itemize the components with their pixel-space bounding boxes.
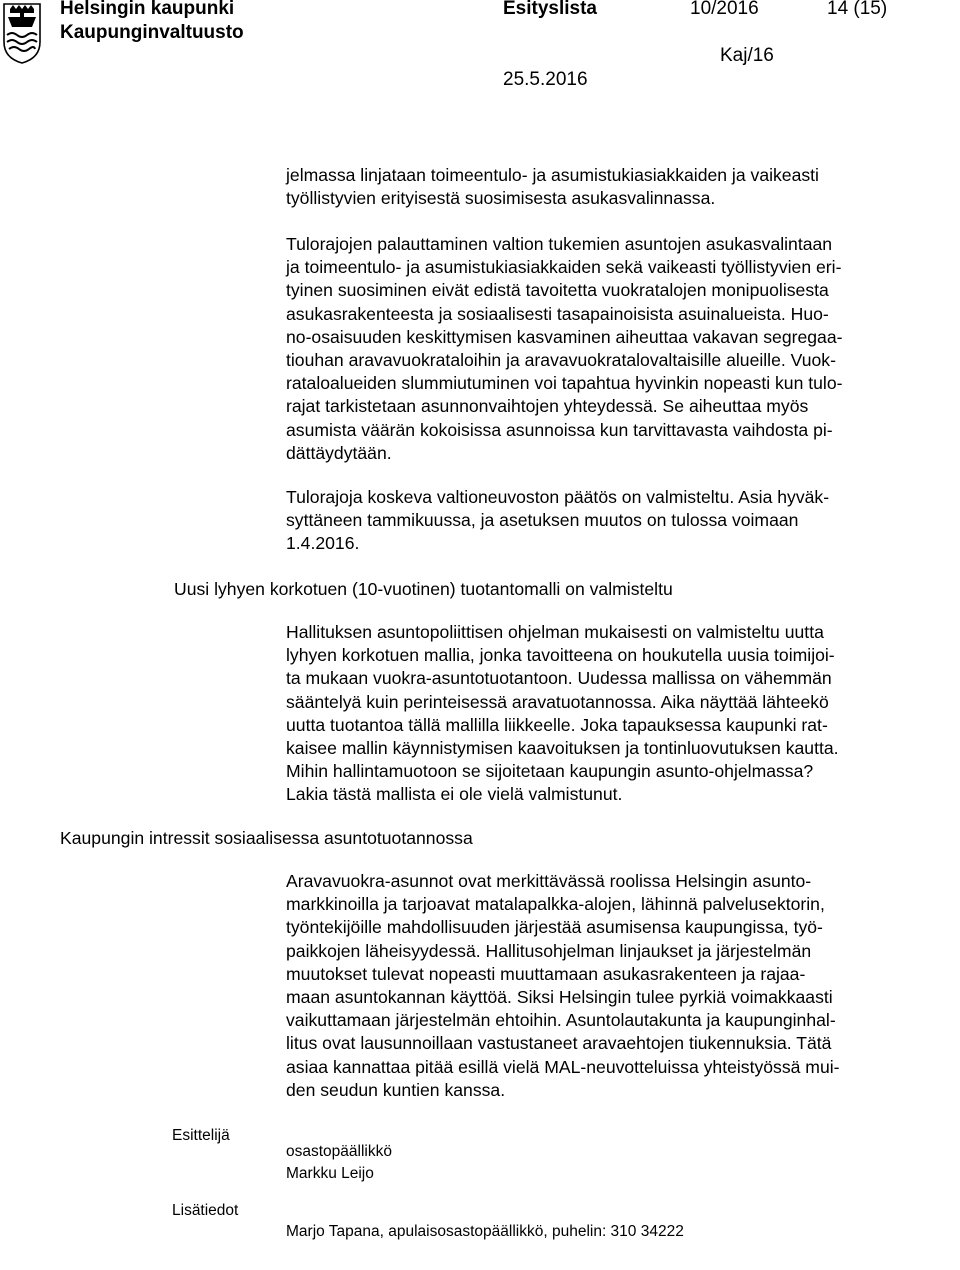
- text-line: paikkojen läheisyydessä. Hallitusohjelman linjaukset ja järjestelmän: [286, 940, 812, 961]
- text-line: työllistyvien erityisestä suosimisesta asukasvalinnassa.: [286, 188, 716, 209]
- text-line: muutokset tulevat nopeasti muuttamaan asukasrakenteen ja rajaa-: [286, 963, 806, 984]
- text-line: dättäydytään.: [286, 442, 392, 463]
- case-code: Kaj/16: [720, 45, 774, 66]
- text-line: vaikuttamaan järjestelmän ehtoihin. Asuntolautakunta ja kaupunginhal-: [286, 1010, 836, 1031]
- paragraph-5: [286, 870, 840, 1102]
- section-heading-production-model: Uusi lyhyen korkotuen (10-vuotinen) tuotantomalli on valmisteltu: [174, 579, 673, 599]
- text-line: asiaa kannattaa pitää esillä vielä MAL-neuvotteluissa yhteistyössä mui-: [286, 1056, 840, 1077]
- text-line: työntekijöille mahdollisuuden järjestää asumisensa kaupungissa, työ-: [286, 917, 823, 938]
- doc-number: 10/2016: [690, 0, 759, 19]
- section-heading-city-interests: Kaupungin intressit sosiaalisessa asuntotuotannossa: [60, 828, 473, 848]
- text-line: syttäneen tammikuussa, ja asetuksen muutos on tulossa voimaan: [286, 510, 799, 531]
- helsinki-crest-logo: [2, 0, 42, 64]
- presenter-label: Esittelijä: [172, 1127, 230, 1144]
- text-line: Mihin hallintamuotoon se sijoitetaan kaupungin asunto-ohjelmassa?: [286, 761, 814, 782]
- text-line: ja toimeentulo- ja asumistukiasiakkaiden sekä vaikeasti työllistyvien eri-: [286, 257, 842, 278]
- meeting-date: 25.5.2016: [503, 69, 588, 90]
- org-body: Kaupunginvaltuusto: [60, 22, 244, 43]
- text-line: Hallituksen asuntopoliittisen ohjelman mukaisesti on valmisteltu uutta: [286, 622, 824, 642]
- paragraph-4: [286, 621, 839, 807]
- text-line: sääntelyä kuin perinteisessä aravatuotannossa. Aika näyttää lähteekö: [286, 691, 829, 712]
- paragraph-3: [286, 486, 829, 556]
- info-contact: Marjo Tapana, apulaisosastopäällikkö, puhelin: 310 34222: [286, 1223, 684, 1240]
- text-line: asukasrakenteesta ja sosiaalisesti tasapainoisista asuinalueista. Huo-: [286, 303, 829, 324]
- text-line: uutta tuotantoa tällä mallilla liikkeelle. Joka tapauksessa kaupunki rat-: [286, 714, 828, 735]
- text-line: markkinoilla ja tarjoavat matalapalkka-alojen, lähinnä palvelusektorin,: [286, 894, 825, 915]
- paragraph-2: [286, 233, 843, 465]
- text-line: tiouhan aravavuokrataloihin ja aravavuokratalovaltaisille alueille. Vuok-: [286, 349, 836, 370]
- info-label: Lisätiedot: [172, 1202, 239, 1219]
- text-line: Aravavuokra-asunnot ovat merkittävässä roolissa Helsingin asunto-: [286, 871, 812, 891]
- text-line: ta mukaan vuokra-asuntotuotantoon. Uudessa mallissa on vähemmän: [286, 668, 832, 689]
- text-line: den seudun kuntien kanssa.: [286, 1079, 506, 1100]
- text-line: asumista väärän kokoisissa asunnoissa kun tarvittavasta vaihdosta pi-: [286, 419, 833, 440]
- text-line: 1.4.2016.: [286, 533, 360, 554]
- presenter-name: Markku Leijo: [286, 1165, 374, 1182]
- text-line: litus ovat lausunnoillaan vastustaneet aravaehtojen tiukennuksia. Tätä: [286, 1033, 832, 1054]
- text-line: Lakia tästä mallista ei ole vielä valmistunut.: [286, 784, 623, 805]
- text-line: Tulorajojen palauttaminen valtion tukemien asuntojen asukasvalintaan: [286, 234, 833, 254]
- text-line: tyinen suosiminen eivät edistä tavoitetta vuokratalojen monipuolisesta: [286, 280, 829, 301]
- text-line: rajat tarkistetaan asunnonvaihtojen yhteydessä. Se aiheuttaa myös: [286, 396, 809, 417]
- org-name: Helsingin kaupunki: [60, 0, 235, 19]
- text-line: maan asuntokannan käyttöä. Siksi Helsingin tulee pyrkiä voimakkaasti: [286, 986, 833, 1007]
- doc-type: Esityslista: [503, 0, 597, 19]
- presenter-title: osastopäällikkö: [286, 1143, 392, 1160]
- text-line: jelmassa linjataan toimeentulo- ja asumistukiasiakkaiden ja vaikeasti: [286, 165, 819, 185]
- text-line: lyhyen korkotuen mallia, jonka tavoitteena on houkutella uusia toimijoi-: [286, 645, 835, 666]
- text-line: Tulorajoja koskeva valtioneuvoston päätös on valmisteltu. Asia hyväk-: [286, 487, 830, 507]
- text-line: rataloalueiden slummiutuminen voi tapahtua hyvinkin nopeasti kun tulo-: [286, 373, 843, 394]
- text-line: no-osaisuuden keskittymisen kasvaminen aiheuttaa vakavan segregaa-: [286, 326, 843, 347]
- paragraph-1: [286, 164, 819, 210]
- text-line: kaisee mallin käynnistymisen kaavoituksen ja tontinluovutuksen kautta.: [286, 737, 839, 758]
- page-number: 14 (15): [827, 0, 888, 19]
